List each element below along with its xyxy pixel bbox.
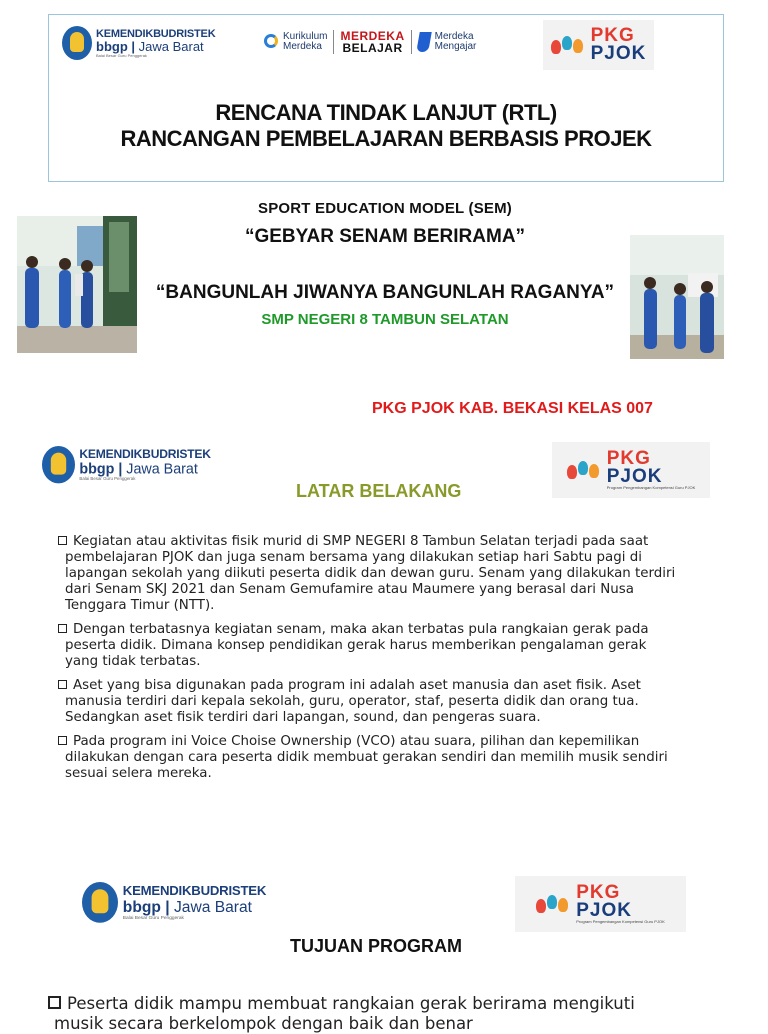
bullet-item: Pada program ini Voice Choise Ownership (VCO) atau suara, pilihan dan kepemilikan dilakukan dengan cara peserta didik membuat gerakan sendiri dan memilih musik sendiri sesuai selera mereka.: [58, 734, 738, 782]
tut-wuri-emblem-icon: [42, 446, 75, 483]
pkg-figures-icon: [536, 893, 570, 915]
background-bullets: [58, 534, 738, 782]
bullet-item: Aset yang bisa digunakan pada program ini adalah aset manusia dan aset fisik. Aset manusia terdiri dari kepala sekolah, guru, operator, staf, peserta didik dan orang tua. Sedangkan aset fisik terdiri dari lapangan, sound, dan pengeras suara.: [58, 678, 738, 726]
checkbox-bullet-icon: [58, 680, 67, 689]
bullet-item: Dengan terbatasnya kegiatan senam, maka akan terbatas pula rangkaian gerak pada peserta didik. Dimana konsep pendidikan gerak harus memberikan pengalaman gerak yang tidak terbatas.: [58, 622, 738, 670]
logo-tagline: Balai Besar Guru Penggerak: [96, 52, 147, 58]
kurikulum-swirl-icon: [262, 32, 280, 52]
section-heading-tujuan-program: TUJUAN PROGRAM: [290, 936, 463, 956]
page-title-line1: RENCANA TINDAK LANJUT (RTL): [215, 100, 557, 125]
pkg-pjok-logo: PKG PJOK: [543, 20, 654, 70]
section-heading-latar-belakang: LATAR BELAKANG: [296, 481, 462, 501]
logo-bbgp: bbgp | Jawa Barat: [96, 38, 204, 54]
pkg-figures-icon: [567, 459, 601, 481]
pkg-figures-icon: [551, 34, 585, 56]
kemendikbudristek-logo-2: KEMENDIKBUDRISTEK bbgp | Jawa Barat Balai Besar Guru Penggerak: [42, 446, 211, 483]
bullet-item: Kegiatan atau aktivitas fisik murid di SMP NEGERI 8 Tambun Selatan terjadi pada saat pembelajaran PJOK dan juga senam bersama yang dilakukan setiap hari Sabtu pagi di lapangan sekolah yang diikuti peserta didik dan dewan guru. Senam yang dilakukan terdiri dari Senam SKJ 2021 dan Senam Gemufamire atau Maumere yang berasal dari Nusa Tenggara Timur (NTT).: [58, 534, 738, 614]
merdeka-mengajar-drop-icon: [416, 32, 432, 52]
pkg-pjok-logo-3: PKG PJOK Program Pengembangan Kompetensi Guru PJOK: [515, 876, 686, 932]
tut-wuri-emblem-icon: [62, 26, 92, 60]
kurikulum-merdeka-logo: Kurikulum Merdeka: [262, 32, 327, 53]
page-title-line2: RANCANGAN PEMBELAJARAN BERBASIS PROJEK: [120, 126, 652, 151]
kemendikbudristek-logo-3: KEMENDIKBUDRISTEK bbgp | Jawa Barat Balai Besar Guru Penggerak: [82, 882, 266, 923]
photo-students-left: [17, 216, 137, 353]
checkbox-bullet-icon: [58, 736, 67, 745]
logo-ministry-name: KEMENDIKBUDRISTEK: [96, 27, 216, 40]
kemendikbudristek-logo: [62, 26, 215, 60]
model-name: SPORT EDUCATION MODEL (SEM): [257, 200, 512, 217]
checkbox-bullet-icon: [58, 624, 67, 633]
pkg-pjok-logo-2: PKG PJOK Program Pengembangan Kompetensi Guru PJOK: [552, 442, 710, 498]
curriculum-logos: [262, 30, 476, 54]
checkbox-bullet-icon: [58, 536, 67, 545]
goal-bullet: Peserta didik mampu membuat rangkaian gerak berirama mengikuti musik secara berkelompok dengan baik dan benar: [48, 994, 748, 1034]
class-label: PKG PJOK KAB. BEKASI KELAS 007: [372, 400, 653, 417]
merdeka-mengajar-logo: Merdeka Mengajar: [418, 32, 477, 53]
event-name: “GEBYAR SENAM BERIRAMA”: [244, 226, 526, 247]
tut-wuri-emblem-icon: [82, 882, 118, 923]
merdeka-belajar-logo: MERDEKA BELAJAR: [333, 30, 411, 54]
slogan: “BANGUNLAH JIWANYA BANGUNLAH RAGANYA”: [155, 282, 615, 303]
school-name: SMP NEGERI 8 TAMBUN SELATAN: [261, 311, 509, 328]
checkbox-bullet-icon: [48, 996, 61, 1009]
